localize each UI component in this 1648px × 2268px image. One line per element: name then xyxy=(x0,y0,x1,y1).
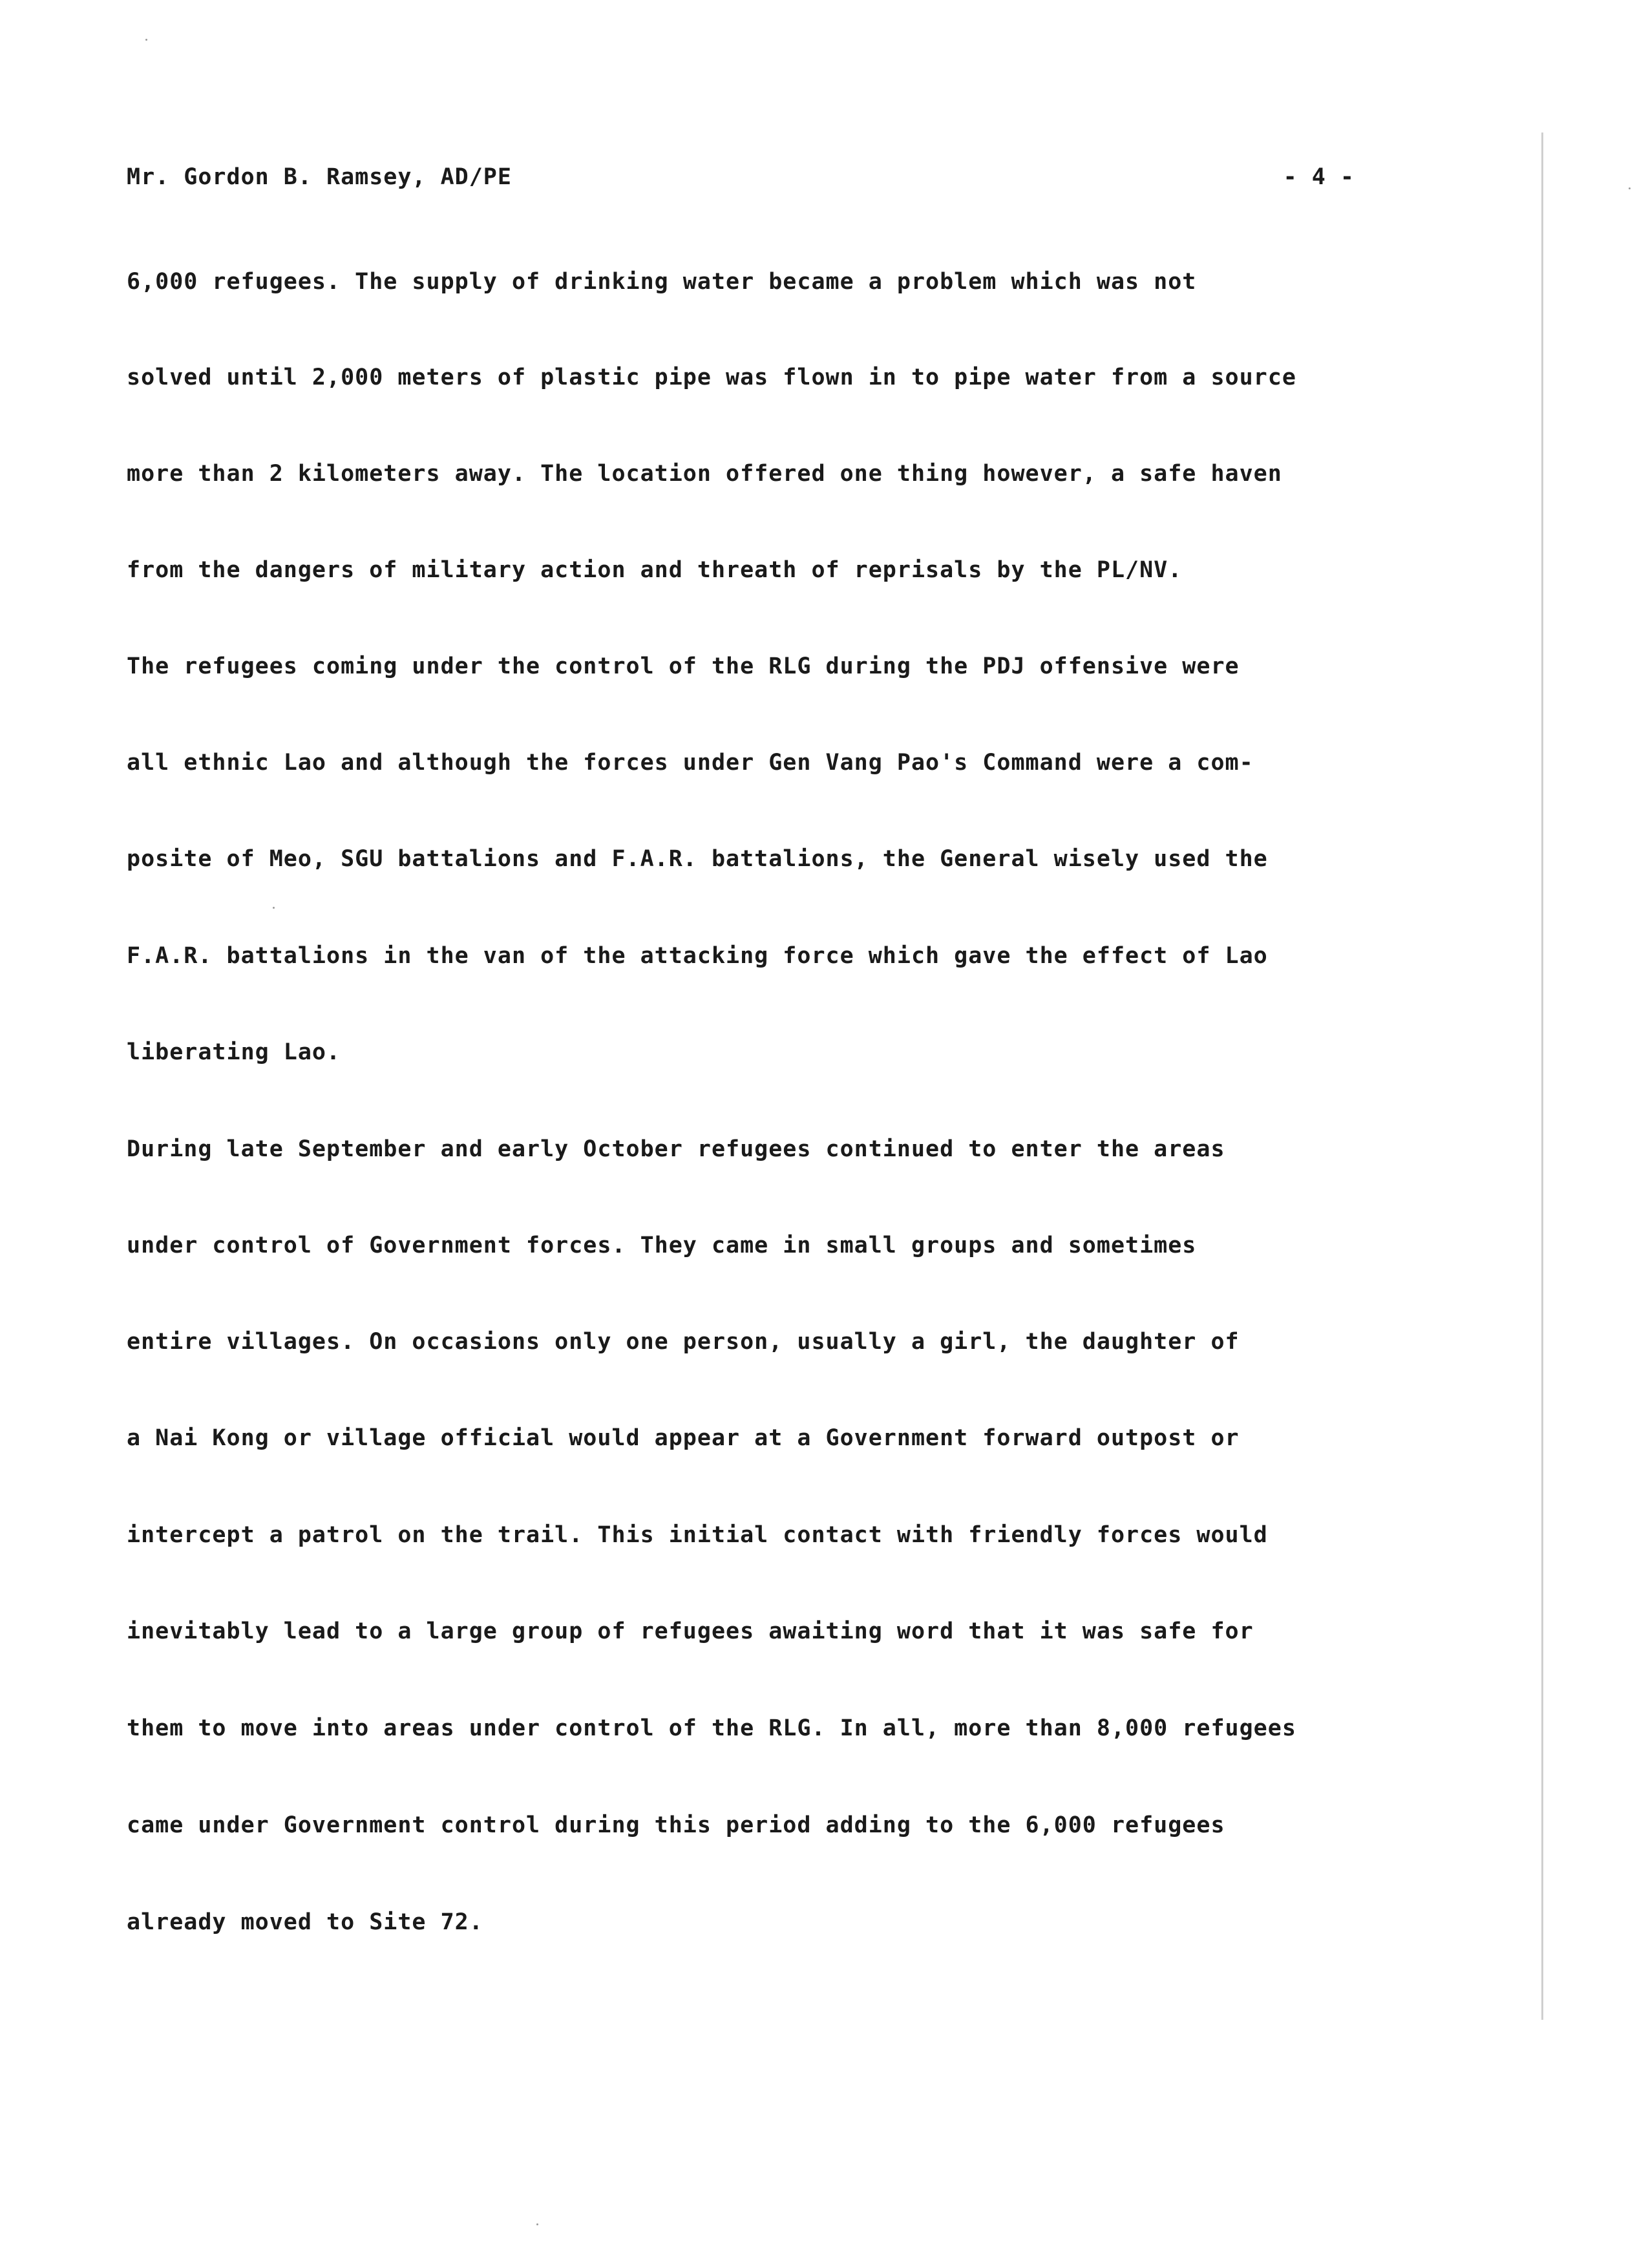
body-line: a Nai Kong or village official would appear at a Government forward outpost or xyxy=(127,1425,1240,1451)
scan-speck xyxy=(145,39,147,41)
margin-rule xyxy=(1541,132,1543,2020)
body-line: liberating Lao. xyxy=(127,1039,341,1065)
body-line: posite of Meo, SGU battalions and F.A.R. battalions, the General wisely used the xyxy=(127,846,1268,872)
body-line: all ethnic Lao and although the forces under Gen Vang Pao's Command were a com- xyxy=(127,750,1254,776)
body-line: came under Government control during this period adding to the 6,000 refugees xyxy=(127,1812,1225,1838)
body-line: The refugees coming under the control of the RLG during the PDJ offensive were xyxy=(127,653,1240,679)
scan-speck xyxy=(536,2223,538,2225)
scan-speck xyxy=(273,907,275,909)
header-addressee: Mr. Gordon B. Ramsey, AD/PE xyxy=(127,164,512,190)
body-line: inevitably lead to a large group of refugees awaiting word that it was safe for xyxy=(127,1618,1254,1644)
body-line: more than 2 kilometers away. The location offered one thing however, a safe haven xyxy=(127,461,1282,487)
body-line: entire villages. On occasions only one person, usually a girl, the daughter of xyxy=(127,1329,1240,1355)
body-line: 6,000 refugees. The supply of drinking water became a problem which was not xyxy=(127,269,1197,295)
body-line: from the dangers of military action and threath of reprisals by the PL/NV. xyxy=(127,557,1183,583)
body-line: F.A.R. battalions in the van of the attacking force which gave the effect of Lao xyxy=(127,943,1268,969)
scan-speck xyxy=(1629,187,1631,189)
body-line: During late September and early October refugees continued to enter the areas xyxy=(127,1136,1225,1162)
body-line: them to move into areas under control of the RLG. In all, more than 8,000 refugees xyxy=(127,1715,1296,1741)
page-number: - 4 - xyxy=(1283,164,1355,190)
body-line: solved until 2,000 meters of plastic pipe was flown in to pipe water from a source xyxy=(127,365,1296,390)
body-line: under control of Government forces. They came in small groups and sometimes xyxy=(127,1233,1197,1258)
body-line: intercept a patrol on the trail. This initial contact with friendly forces would xyxy=(127,1522,1268,1548)
body-line: already moved to Site 72. xyxy=(127,1909,483,1935)
page-header xyxy=(127,164,1355,203)
